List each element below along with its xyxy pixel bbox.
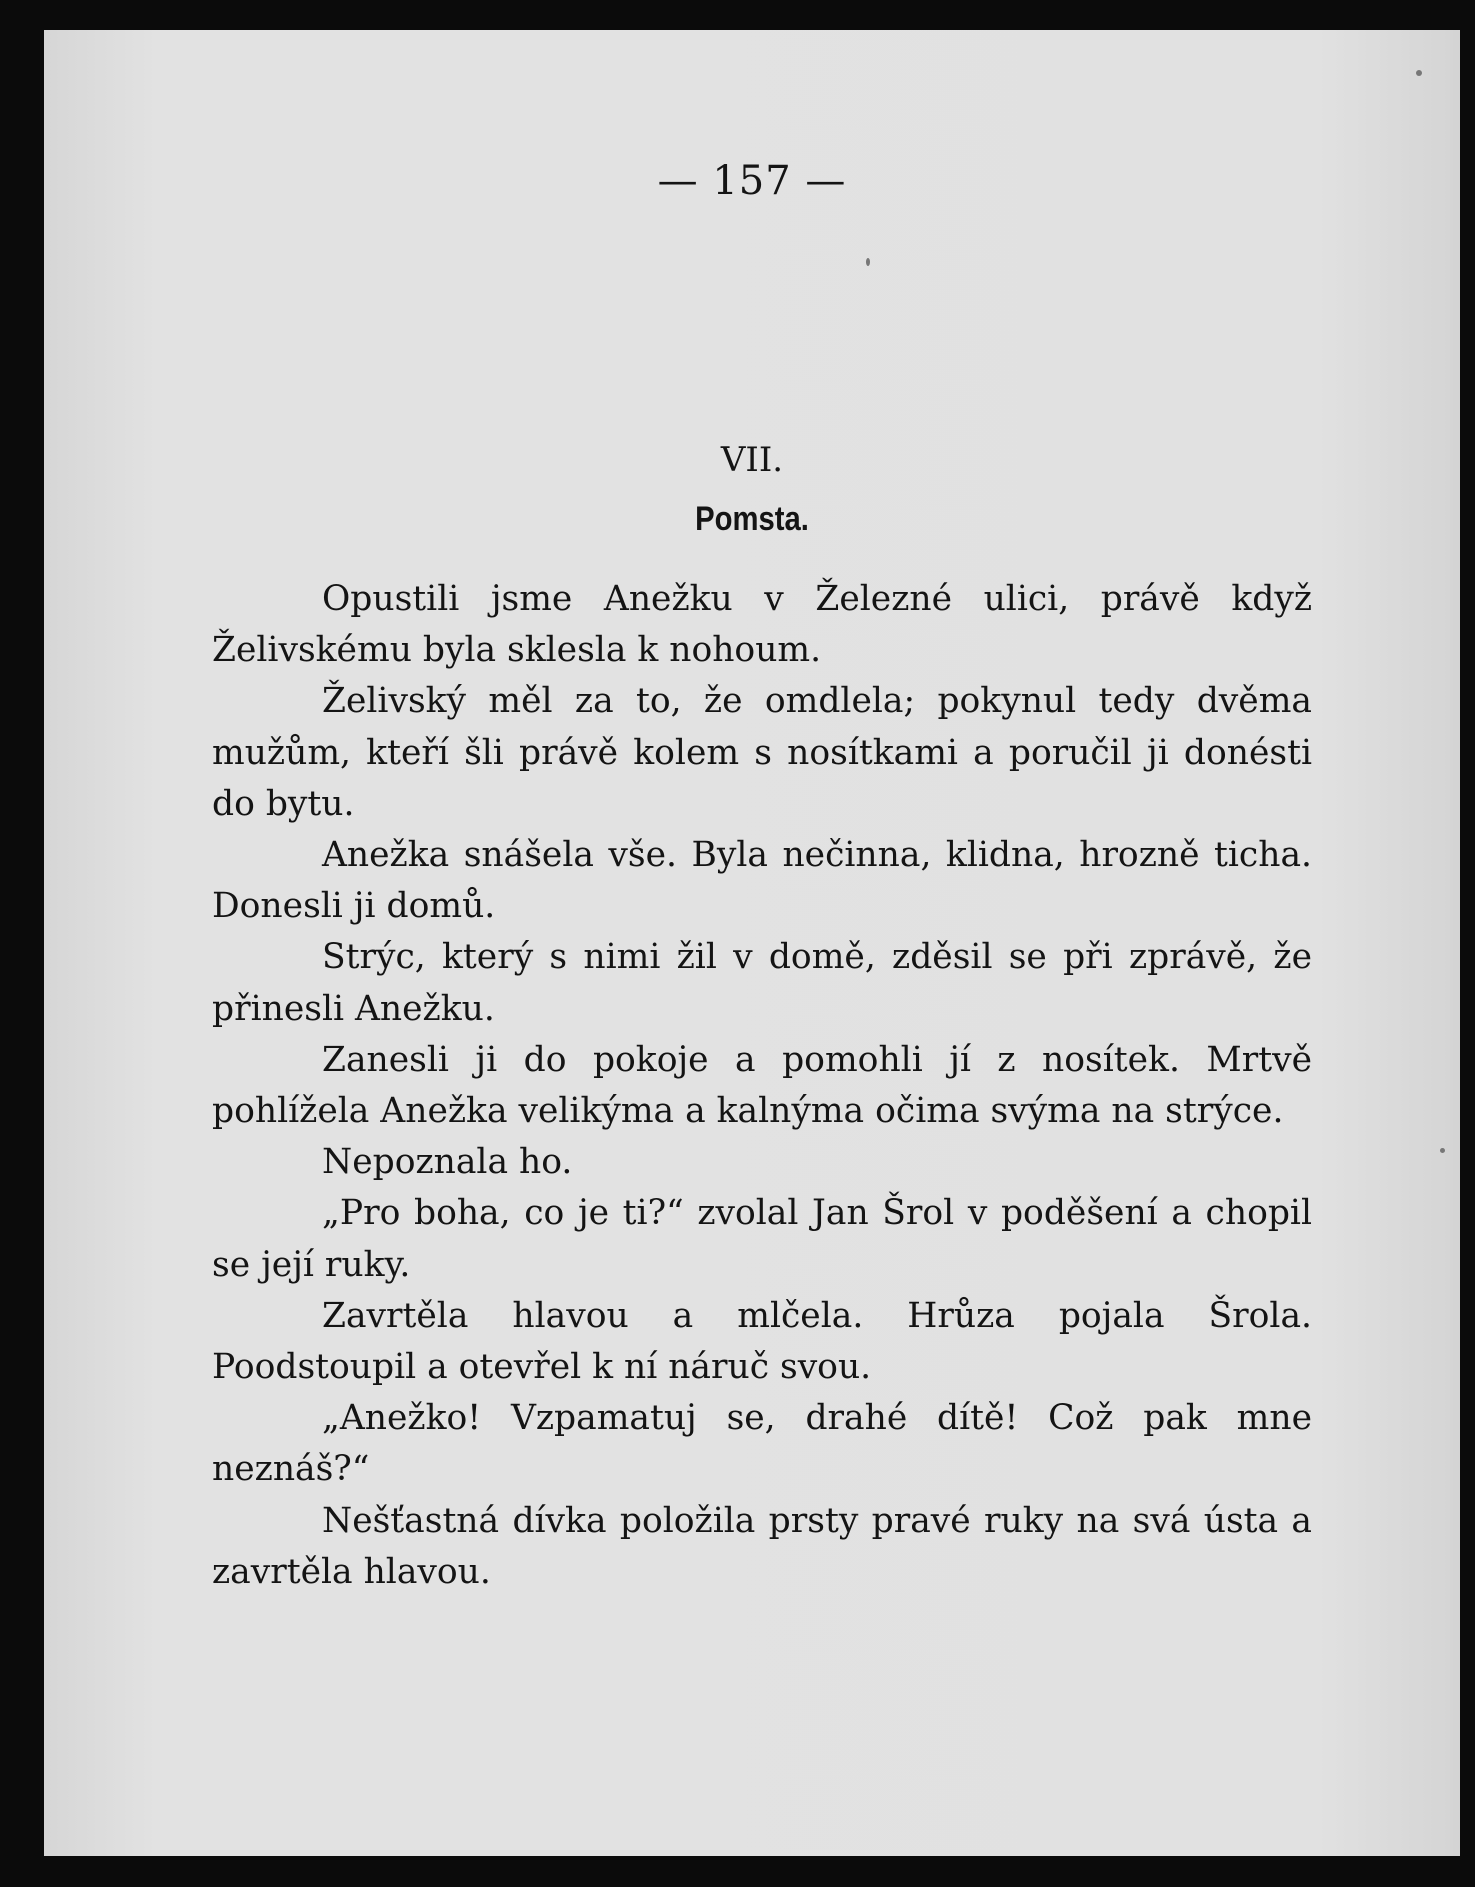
scan-speck xyxy=(1416,70,1422,76)
body-text xyxy=(212,574,1312,1598)
book-page xyxy=(44,30,1460,1856)
scan-speck xyxy=(866,258,870,266)
chapter-title: Pomsta. xyxy=(695,500,809,538)
paragraph: „Pro boha, co je ti?“ zvolal Jan Šrol v poděšení a chopil se její ruky. xyxy=(212,1193,1312,1285)
paragraph: Anežka snášela vše. Byla nečinna, klidna, hrozně ticha. Donesli ji domů. xyxy=(212,835,1312,927)
paragraph: Nepoznala ho. xyxy=(322,1142,573,1183)
paragraph: „Anežko! Vzpamatuj se, drahé dítě! Což pak mne neznáš?“ xyxy=(212,1398,1312,1490)
paragraph: Opustili jsme Anežku v Železné ulici, právě když Želivskému byla sklesla k nohoum. xyxy=(212,579,1312,671)
page-number: — 157 — xyxy=(657,158,847,204)
paragraph: Nešťastná dívka položila prsty pravé ruky na svá ústa a zavrtěla hlavou. xyxy=(212,1500,1312,1592)
paragraph: Zanesli ji do pokoje a pomohli jí z nosítek. Mrtvě pohlížela Anežka velikýma a kalnýma očima svýma na strýce. xyxy=(212,1039,1312,1132)
scan-speck xyxy=(1440,1148,1445,1153)
chapter-number: VII. xyxy=(720,440,784,480)
paragraph: Želivský měl za to, že omdlela; pokynul tedy dvěma mužům, kteří šli právě kolem s nosítkami a poručil ji donésti do bytu. xyxy=(212,681,1312,824)
paragraph: Zavrtěla hlavou a mlčela. Hrůza pojala Šrola. Poodstoupil a otevřel k ní náruč svou. xyxy=(212,1295,1312,1388)
paragraph: Strýc, který s nimi žil v domě, zděsil se při zprávě, že přinesli Anežku. xyxy=(212,937,1312,1029)
